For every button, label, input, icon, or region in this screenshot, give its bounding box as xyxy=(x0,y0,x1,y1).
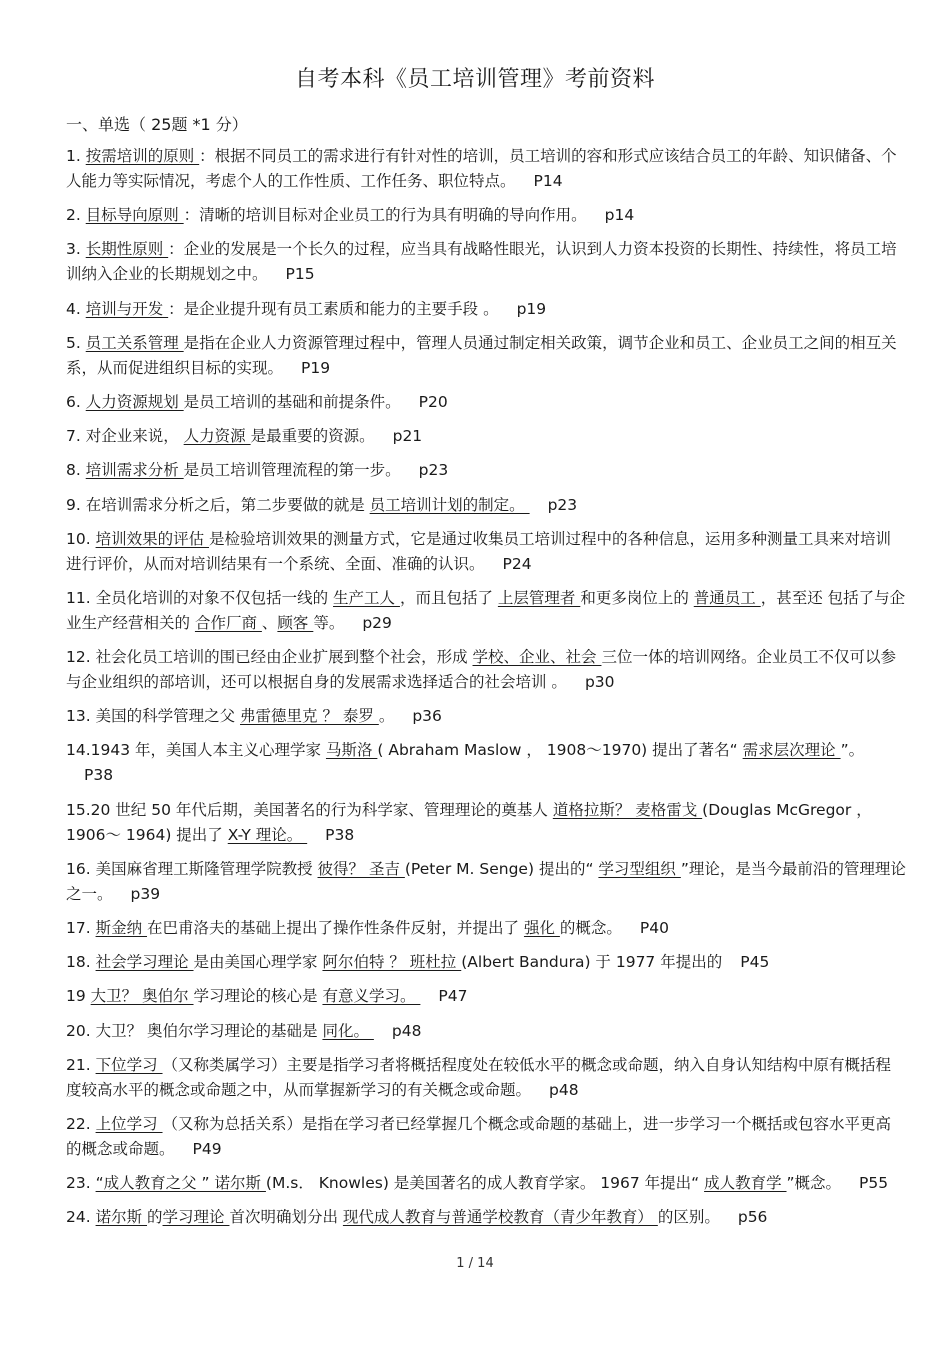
question-text: 的 xyxy=(147,1208,163,1227)
question-item xyxy=(66,203,906,228)
answer-term: 学习型组织 xyxy=(598,859,681,878)
answer-term: 长期性原则 xyxy=(85,240,169,259)
page-reference: p19 xyxy=(516,299,547,318)
question-text: 6. xyxy=(66,392,86,411)
question-text: 2. xyxy=(66,206,86,225)
answer-term: 员工关系管理 xyxy=(85,333,184,352)
answer-term: 有意义学习。 xyxy=(322,987,421,1006)
answer-term: 顾客 xyxy=(277,613,314,632)
answer-term: 合作厂商 xyxy=(194,613,262,632)
question-text: 11. 全员化培训的对象不仅包括一线的 xyxy=(66,588,334,607)
answer-term: 下位学习 xyxy=(95,1055,163,1074)
question-text: 是由美国心理学家 xyxy=(193,953,323,972)
page-reference: P49 xyxy=(192,1139,222,1158)
page-reference: P40 xyxy=(639,919,669,937)
question-text: 16. 美国麻省理工斯隆管理学院教授 xyxy=(66,859,318,878)
question-text: 4. xyxy=(66,299,86,318)
question-text: 5. xyxy=(66,333,86,352)
answer-term: 上位学习 xyxy=(95,1114,163,1133)
question-item xyxy=(66,237,906,287)
question-text: 15.20 世纪 50 年代后期，美国著名的行为科学家、管理理论的奠基人 xyxy=(66,800,553,819)
page-reference: P20 xyxy=(418,392,448,411)
question-text: 3. xyxy=(66,240,86,259)
question-item xyxy=(66,527,906,577)
page-reference: P55 xyxy=(859,1174,889,1193)
page-reference: p36 xyxy=(412,707,442,726)
question-text: 的区别。 xyxy=(657,1208,720,1227)
question-text: 和更多岗位上的 xyxy=(580,588,694,607)
question-item xyxy=(66,424,906,449)
question-item xyxy=(66,950,906,975)
answer-term: 人力资源 xyxy=(183,427,251,446)
answer-term: 社会学习理论 xyxy=(95,953,194,972)
question-text: ：企业的发展是一个长久的过程，应当具有战略性眼光，认识到人力资本投资的长期性、持续性，将员工培训纳入企业的长期规划之中。 xyxy=(66,240,897,284)
answer-term: 学校、企业、社会 xyxy=(472,648,602,667)
question-item xyxy=(66,704,906,729)
answer-term: 学习理论 xyxy=(162,1208,230,1227)
question-item xyxy=(66,1053,906,1103)
document-title: 自考本科《员工培训管理》考前资料 xyxy=(294,67,655,92)
question-text: 在巴甫洛夫的基础上提出了操作性条件反射，并提出了 xyxy=(147,919,524,937)
page-reference: P19 xyxy=(301,358,331,377)
page-reference: P38 xyxy=(84,766,114,785)
page-reference: P47 xyxy=(438,987,468,1006)
page-reference: P38 xyxy=(325,825,355,844)
question-text: ：清晰的培训目标对企业员工的行为具有明确的导向作用。 xyxy=(183,206,587,225)
answer-term: 按需培训的原则 xyxy=(85,147,200,165)
question-item xyxy=(66,738,906,788)
question-text: 21. xyxy=(66,1055,96,1074)
question-text: ”。 xyxy=(840,741,865,760)
page-reference: p48 xyxy=(391,1021,422,1040)
answer-term: 生产工人 xyxy=(333,588,400,607)
answer-term: 大卫？ 奥伯尔 xyxy=(90,987,194,1006)
page-reference: p48 xyxy=(549,1080,579,1099)
question-text: 24. xyxy=(66,1208,96,1227)
question-item xyxy=(66,493,906,518)
answer-term: 诺尔斯 xyxy=(95,1208,148,1227)
question-text: 学习理论的核心是 xyxy=(193,987,323,1006)
question-text: 9. 在培训需求分析之后，第二步要做的就是 xyxy=(66,495,370,514)
section-heading: 一、单选（ 25题 *1 分） xyxy=(66,115,248,134)
page-reference: p14 xyxy=(604,206,635,225)
question-text: 22. xyxy=(66,1114,96,1133)
question-text: 是指在企业人力资源管理过程中，管理人员通过制定相关政策，调节企业和员工、企业员工之间的相互关系，从而促进组织目标的实现。 xyxy=(66,333,897,377)
answer-term: “成人教育之父 ” 诺尔斯 xyxy=(95,1174,266,1193)
question-item xyxy=(66,645,906,695)
question-text: 20. 大卫？ 奥伯尔学习理论的基础是 xyxy=(66,1021,323,1040)
question-text: （又称为总括关系）是指在学习者已经掌握几个概念或命题的基础上，进一步学习一个概括或包容水平更高的概念或命题。 xyxy=(66,1114,892,1158)
question-text: 7. 对企业来说， xyxy=(66,427,184,446)
question-text: 等。 xyxy=(313,613,345,632)
page-reference: p23 xyxy=(547,495,578,514)
question-item xyxy=(66,984,906,1009)
answer-term: 马斯洛 xyxy=(325,741,378,760)
question-text: 是检验培训效果的测量方式，它是通过收集员工培训过程中的各种信息，运用多种测量工具来对培训进行评价，从而对培训结果有一个系统、全面、准确的认识。 xyxy=(66,529,892,573)
answer-term: 现代成人教育与普通学校教育（青少年教育） xyxy=(342,1208,658,1227)
question-text: ( Abraham Maslow ， 1908～1970) 提出了著名“ xyxy=(377,741,743,760)
question-text: 首次明确划分出 xyxy=(229,1208,343,1227)
answer-term: 弗雷德里克 ？ 泰罗 xyxy=(240,707,379,726)
page-reference: p56 xyxy=(737,1208,768,1227)
answer-term: 培训与开发 xyxy=(85,299,169,318)
question-text: 是最重要的资源。 xyxy=(250,427,375,446)
answer-term: 培训需求分析 xyxy=(85,461,184,480)
question-item xyxy=(66,1112,906,1162)
question-item xyxy=(66,798,906,848)
page-number: 1 / 14 xyxy=(456,1256,494,1271)
question-item xyxy=(66,1019,906,1044)
question-text: ”概念。 xyxy=(786,1174,842,1193)
answer-term: 普通员工 xyxy=(693,588,761,607)
question-text: 8. xyxy=(66,461,86,480)
answer-term: 阿尔伯特 ？ 班杜拉 xyxy=(322,953,462,972)
question-text: (Albert Bandura) 于 1977 年提出的 xyxy=(461,953,723,972)
question-text: 18. xyxy=(66,953,96,972)
page-reference: P45 xyxy=(740,953,770,972)
question-text: 、 xyxy=(261,613,278,632)
question-text: ：根据不同员工的需求进行有针对性的培训，员工培训的容和形式应该结合员工的年龄、知识储备、个人能力等实际情况，考虑个人的工作性质、工作任务、职位特点。 xyxy=(66,147,897,190)
question-item xyxy=(66,144,906,194)
answer-term: 培训效果的评估 xyxy=(95,529,210,548)
question-text: ”理论，是当今最前沿的管理理论之一。 xyxy=(66,859,906,903)
answer-term: 人力资源规划 xyxy=(85,392,184,411)
question-item xyxy=(66,586,906,636)
page-reference: p21 xyxy=(392,427,423,446)
question-text: ，而且包括了 xyxy=(399,588,498,607)
question-text: 的概念。 xyxy=(559,919,622,937)
page-reference: p30 xyxy=(584,673,615,692)
question-text: 12. 社会化员工培训的围已经由企业扩展到整个社会，形成 xyxy=(66,648,473,667)
answer-term: X-Y 理论。 xyxy=(227,825,308,844)
question-text: (Douglas McGregor ， 1906～ 1964) 提出了 xyxy=(66,800,872,844)
page-reference: P15 xyxy=(285,265,315,284)
question-item xyxy=(66,458,906,483)
page-reference: p29 xyxy=(362,613,392,632)
page-reference: P14 xyxy=(533,172,563,190)
question-text: 14.1943 年，美国人本主义心理学家 xyxy=(66,741,326,760)
question-list xyxy=(66,144,906,1240)
answer-term: 目标导向原则 xyxy=(85,206,184,225)
answer-term: 需求层次理论 xyxy=(742,741,841,760)
question-item xyxy=(66,916,906,941)
question-text: 1. xyxy=(66,147,86,165)
answer-term: 上层管理者 xyxy=(497,588,581,607)
page-reference: p39 xyxy=(130,884,161,903)
question-text: 13. 美国的科学管理之父 xyxy=(66,707,241,726)
question-text: ，甚至还 包括了与企业生产经营相关的 xyxy=(66,588,906,632)
answer-term: 道格拉斯？ 麦格雷戈 xyxy=(552,800,703,819)
question-text: 17. xyxy=(66,919,96,937)
question-text: 10. xyxy=(66,529,96,548)
question-text: (M.s． Knowles) 是美国著名的成人教育学家。 1967 年提出“ xyxy=(265,1174,705,1193)
answer-term: 员工培训计划的制定。 xyxy=(369,495,530,514)
question-item xyxy=(66,1205,906,1230)
page-reference: P24 xyxy=(502,554,532,573)
question-item xyxy=(66,390,906,415)
question-item xyxy=(66,331,906,381)
page-reference: p23 xyxy=(418,461,449,480)
question-text: (Peter M. Senge) 提出的“ xyxy=(404,859,599,878)
answer-term: 彼得？ 圣吉 xyxy=(317,859,405,878)
question-text: （又称类属学习）主要是指学习者将概括程度处在较低水平的概念或命题，纳入自身认知结构中原有概括程度较高水平的概念或命题之中，从而掌握新学习的有关概念或命题。 xyxy=(66,1055,892,1099)
question-text: 。 xyxy=(378,707,395,726)
question-text: ：是企业提升现有员工素质和能力的主要手段 。 xyxy=(168,299,499,318)
question-text: 是员工培训的基础和前提条件。 xyxy=(183,392,401,411)
question-text: 三位一体的培训网络。企业员工不仅可以参与企业组织的部培训，还可以根据自身的发展需求选择适合的社会培训 。 xyxy=(66,648,896,692)
question-item xyxy=(66,297,906,322)
question-text: 19 xyxy=(66,987,91,1006)
answer-term: 成人教育学 xyxy=(704,1174,787,1193)
question-text: 23. xyxy=(66,1174,96,1193)
answer-term: 斯金纳 xyxy=(95,919,148,937)
question-item xyxy=(66,1171,906,1196)
answer-term: 强化 xyxy=(523,919,560,937)
answer-term: 同化。 xyxy=(322,1021,374,1040)
question-item xyxy=(66,857,906,907)
question-text: 是员工培训管理流程的第一步。 xyxy=(183,461,401,480)
